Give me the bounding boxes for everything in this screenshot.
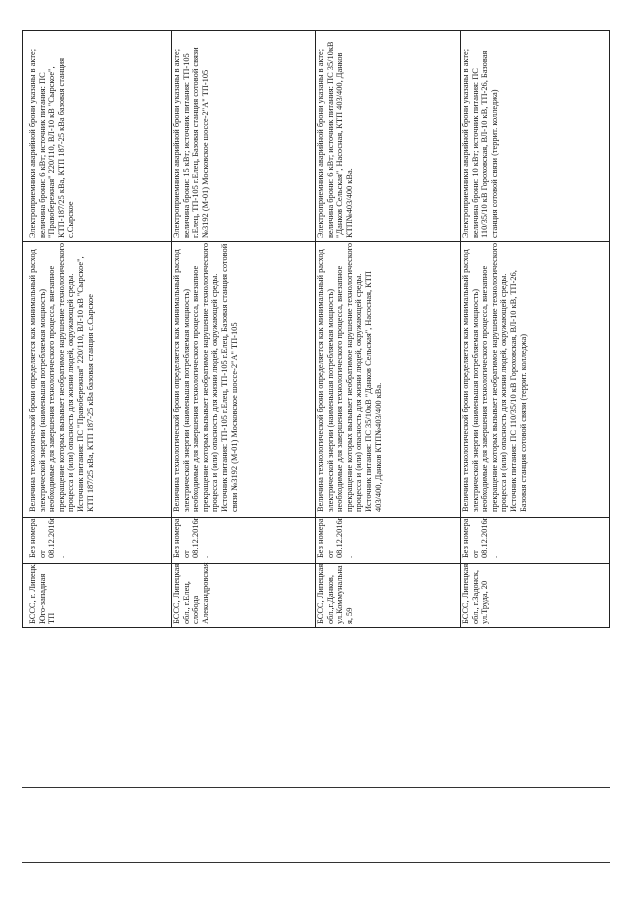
object-text: БССС, Липецкая обл., г.Задонск, ул.Труда, 20	[461, 563, 490, 624]
emergency-text: Электроприемники аварийной брони указаны в акте; величина брони: 6 кВт; источник питания: ПС 35/10кВ "Данков Сельская", Насосная, КТП 403/400, Данков КТП№403/400 кВа.	[316, 41, 354, 238]
justification-text: Величина технологической брони определяется как минимальный расход электрической энергии (наименьшая потребляемая мощность) необходимые для завершения технологического процесса, внезапное прекращение которых вызывает необратимое нарушение технологического процесса и (или) опасность для жизни людей, окружающей среды. Источник питания: ТП-105 г.Елец, ТП-105 г.Елец, Базовая станция сотовой связи №3192 (М-01) Московское шоссе-2"А" ТП-105	[172, 242, 239, 512]
emergency-text: Электроприемники аварийной брони указаны в акте; величина брони: 6 кВт; источник питания: ПС "Правобережная" 220/110, ВЛ-10 кВ "Сырское", КТП-187/25 кВа, КТП 187-25 кВа базовая станция с.Сырское	[28, 48, 76, 238]
emergency-text: Электроприемники аварийной брони указаны в акте; величина брони: 15 кВт; источник питания: ТП-105 г.Елец, ТП-105 г.Елец, Базовая станция сотовой связи №3192 (М-01) Московское шоссе-2"А" ТП-105	[172, 47, 210, 238]
doc-text: Без номера от 08.12.2016г.	[316, 516, 354, 558]
doc-text: Без номера от 08.12.2016г.	[461, 516, 499, 558]
justification-text: Величина технологической брони определяется как минимальный расход электрической энергии (наименьшая потребляемая мощность) необходимые для завершения технологического процесса, внезапное прекращение которых вызывает необратимое нарушение технологического процесса и (или) опасность для жизни людей, окружающей среды. Источник питания: ПС 110/35/10 кВ Гороховская, ВЛ-10 кВ, ТП-26, Базовая станция сотовой связи (террит. колледжа)	[461, 242, 528, 512]
object-text: БССС, г. Липецк, Юго-западная ТП	[28, 562, 57, 624]
doc-text: Без номера от 08.12.2016г.	[172, 516, 210, 558]
emergency-text: Электроприемники аварийной брони указаны в акте; величина брони: 10 кВт; источник питания: ПС 110/35/10 кВ Гороховская, ВЛ-10 кВ, ТП-26, Базовая станция сотовой связи (террит. колледжа)	[461, 48, 499, 238]
justification-text: Величина технологической брони определяется как минимальный расход электрической энергии (наименьшая потребляемая мощность) необходимые для завершения технологического процесса, внезапное прекращение которых вызывает необратимое нарушение технологического процесса и (или) опасность для жизни людей, окружающей среды. Источник питания: ПС "Правобережная" 220/110, ВЛ-10 кВ "Сырское", КТП 187/25 кВа, КТП 187-25 кВа базовая станция с.Сырское	[28, 242, 95, 512]
object-text: БССС, Липецкая обл.,г.Данков, ул.Коммунальная, 59	[316, 563, 354, 624]
rule-line	[22, 862, 610, 863]
rule-line	[22, 787, 610, 788]
justification-text: Величина технологической брони определяется как минимальный расход электрической энергии (наименьшая потребляемая мощность) необходимые для завершения технологического процесса, внезапное прекращение которых вызывает необратимое нарушение технологического процесса и (или) опасность для жизни людей, окружающей среды. Источник питания: ПС 35/10кВ "Данков Сельская", Насосная, КТП 403/400, Данков КТП№403/400 кВа.	[316, 242, 383, 512]
object-text: БССС, Липецкая обл., г.Елец, слобода Александровская	[172, 562, 210, 624]
doc-text: Без номера от 08.12.2016г.	[28, 516, 66, 558]
